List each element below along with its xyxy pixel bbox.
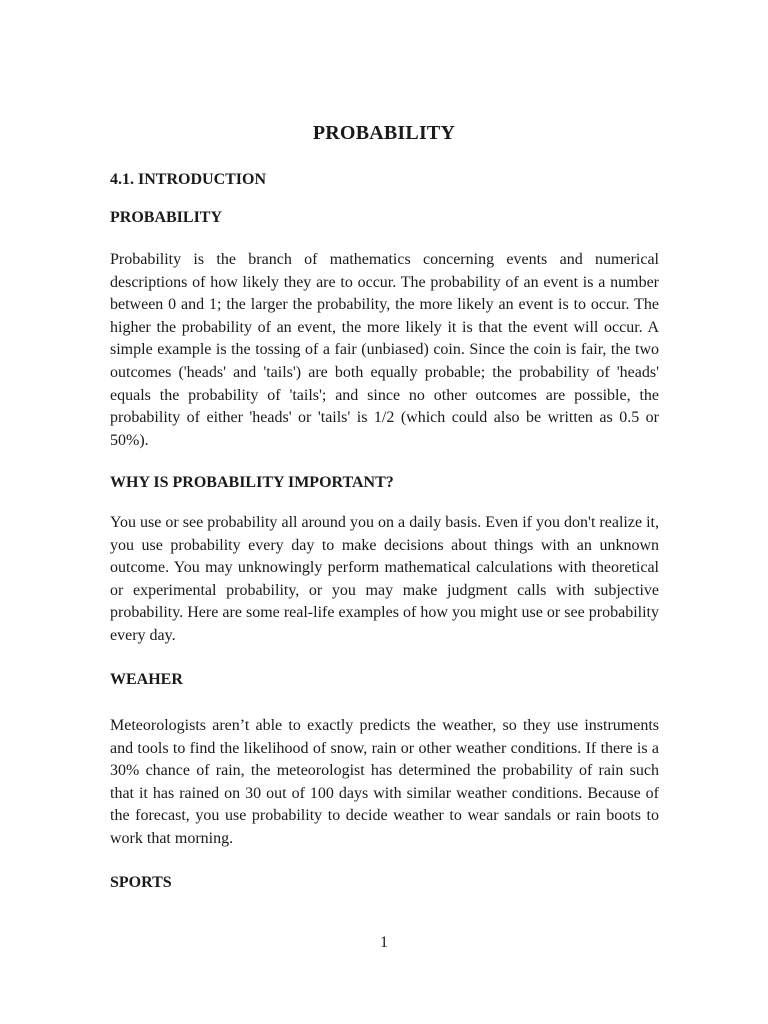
section-heading-weather: WEAHER: [110, 671, 183, 688]
section-heading-why-important: WHY IS PROBABILITY IMPORTANT?: [110, 474, 394, 491]
page-title: PROBABILITY: [312, 122, 456, 144]
section-heading-sports: SPORTS: [110, 874, 172, 891]
paragraph-probability: Probability is the branch of mathematics concerning events and numerical descriptions of how likely they are to occur. The probability of an event is a number between 0 and 1; the larger the probability, the more likely an event is to occur. The higher the probability of an event, the more likely it is that the event will occur. A simple example is the tossing of a fair (unbiased) coin. Since the coin is fair, the two outcomes ('heads' and 'tails') are both equally probable; the probability of 'heads' equals the probability of 'tails'; and since no other outcomes are possible, the probability of either 'heads' or 'tails' is 1/2 (which could also be written as 0.5 or 50%).: [110, 251, 659, 449]
section-heading-introduction: 4.1. INTRODUCTION: [110, 171, 267, 188]
section-heading-probability: PROBABILITY: [110, 209, 223, 226]
paragraph-weather: Meteorologists aren’t able to exactly predicts the weather, so they use instruments and tools to find the likelihood of snow, rain or other weather conditions. If there is a 30% chance of rain, the meteorologist has determined the probability of rain such that it has rained on 30 out of 100 days with similar weather conditions. Because of the forecast, you use probability to decide weather to wear sandals or rain boots to work that morning.: [110, 717, 659, 847]
paragraph-why-important: You use or see probability all around you on a daily basis. Even if you don't realize it, you use probability every day to make decisions about things with an unknown outcome. You may unknowingly perform mathematical calculations with theoretical or experimental probability, or you may make judgment calls with subjective probability. Here are some real-life examples of how you might use or see probability every day.: [110, 514, 659, 644]
page-number: 1: [380, 934, 388, 951]
